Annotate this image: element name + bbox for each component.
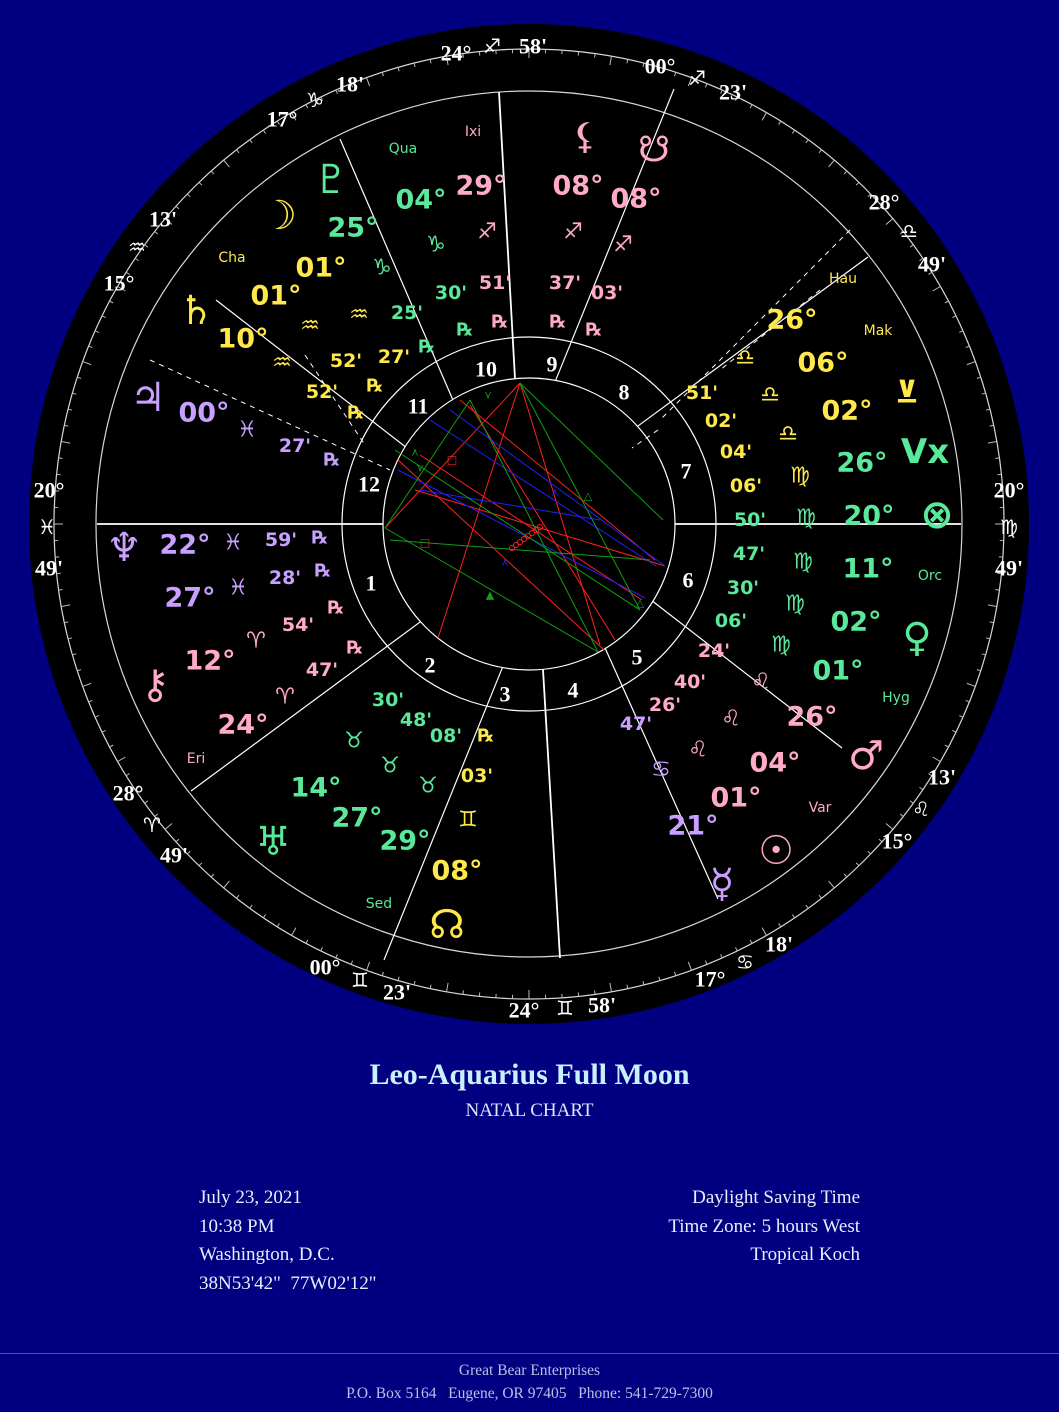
position-label: 51' (478, 272, 512, 294)
position-label: 02' (704, 410, 738, 432)
position-label: 12° (184, 645, 236, 677)
position-label: ♌ (688, 737, 708, 763)
position-label: 06' (714, 610, 748, 632)
house-number-5: 5 (631, 644, 643, 670)
asteroid-label: Orc (917, 568, 943, 584)
position-label: 40' (673, 671, 707, 693)
house-system: Tropical Koch (750, 1244, 860, 1265)
position-label: 26° (836, 447, 888, 479)
house-number-8: 8 (618, 379, 630, 405)
uranus-icon: ♅ (255, 819, 291, 865)
position-label: 27° (164, 582, 216, 614)
position-label: ♍ (796, 505, 816, 531)
pisces-icon: ♓ (38, 515, 56, 539)
cusp-minute: 49' (917, 251, 947, 277)
asteroid-label: Hyg (882, 690, 910, 706)
part-of-fortune-icon: ⊗ (920, 492, 954, 538)
position-label: 26° (786, 701, 838, 733)
asteroid-label: Qua (388, 141, 418, 157)
degree-tick (59, 458, 63, 459)
cusp-minute: 58' (587, 992, 617, 1018)
aries-icon: ♈ (143, 813, 161, 837)
position-label: ♍ (785, 591, 805, 617)
cusp-degree: 24° (440, 40, 472, 66)
position-label: ℞ (347, 402, 365, 424)
cusp-degree: 15° (103, 270, 135, 296)
aspect-marker: △ (635, 596, 645, 610)
position-label: ♓ (228, 575, 248, 601)
aspect-marker: ⋎ (483, 388, 493, 402)
position-label: ♑ (426, 232, 446, 258)
position-label: ♉ (380, 753, 400, 779)
position-label: 08° (431, 855, 483, 887)
cusp-minute: 13' (927, 764, 957, 790)
asteroid-label: Cha (218, 250, 246, 266)
chart-settings (668, 1184, 860, 1270)
position-label: 02° (830, 606, 882, 638)
degree-tick (463, 990, 464, 994)
aspect-marker: □ (446, 453, 458, 467)
aspect-marker: ⋏ (410, 445, 420, 459)
position-label: 01° (812, 655, 864, 687)
house-number-3: 3 (499, 681, 511, 707)
position-label: ♎ (735, 345, 755, 371)
position-label: ♐ (477, 219, 497, 245)
sun-icon: ☉ (758, 828, 794, 874)
degree-tick (59, 590, 63, 591)
cancer-icon: ♋ (736, 950, 754, 974)
asteroid-label: Ixi (464, 124, 482, 140)
mercury-icon: ☿ (709, 861, 735, 907)
position-label: 50' (733, 509, 767, 531)
position-label: ℞ (456, 319, 474, 341)
position-label: 22° (159, 529, 211, 561)
position-label: ℞ (327, 597, 345, 619)
house-number-4: 4 (567, 677, 579, 703)
cusp-degree: 17° (266, 106, 298, 132)
position-label: 30' (726, 577, 760, 599)
position-label: ℞ (366, 375, 384, 397)
position-label: 28' (268, 567, 302, 589)
aspect-marker: ⋏ (550, 485, 560, 499)
cusp-degree: 15° (881, 828, 913, 854)
position-label: ℞ (314, 560, 332, 582)
house-number-9: 9 (546, 351, 558, 377)
position-label: 27' (278, 435, 312, 457)
position-label: ♋ (651, 757, 671, 783)
position-label: 01° (250, 280, 302, 312)
house-number-10: 10 (475, 356, 497, 382)
position-label: ℞ (585, 319, 603, 341)
position-label: ♍ (793, 549, 813, 575)
position-label: ℞ (491, 311, 509, 333)
pluto-icon: ♇ (313, 157, 349, 203)
position-label: ℞ (418, 336, 436, 358)
position-label: ♐ (613, 232, 633, 258)
position-label: ♍ (790, 463, 810, 489)
cusp-minute: 49' (994, 555, 1024, 581)
position-label: ♉ (418, 773, 438, 799)
cusp-minute: 13' (148, 206, 178, 232)
position-label: 10° (217, 323, 269, 355)
position-label: 04° (395, 184, 447, 216)
aspect-marker: ▲ (485, 588, 495, 602)
birth-place: Washington, D.C. (199, 1244, 335, 1265)
position-label: ♓ (223, 530, 243, 556)
position-label: 00° (178, 397, 230, 429)
position-label: 04' (719, 441, 753, 463)
gemini-icon: ♊ (556, 996, 574, 1020)
position-label: 27' (377, 346, 411, 368)
position-label: 47' (619, 713, 653, 735)
position-label: ℞ (323, 449, 341, 471)
house-number-11: 11 (407, 393, 429, 419)
position-label: 25° (327, 212, 379, 244)
dst-setting: Daylight Saving Time (692, 1187, 860, 1208)
position-label: ♌ (721, 706, 741, 732)
moon-icon: ☽ (261, 193, 297, 239)
cusp-minute: 49' (159, 842, 189, 868)
position-label: ♒ (349, 302, 369, 328)
position-label: 06' (729, 475, 763, 497)
house-number-6: 6 (682, 567, 694, 593)
east-point-icon: ⊻ (894, 375, 920, 411)
position-label: ♊ (458, 807, 478, 833)
cusp-degree: 24° (508, 997, 540, 1023)
position-label: 24° (217, 709, 269, 741)
south-node-icon: ☋ (638, 129, 670, 171)
position-label: 37' (548, 272, 582, 294)
position-label: 29° (379, 825, 431, 857)
aspect-marker: ⋏ (500, 555, 510, 569)
position-label: 52' (305, 381, 339, 403)
position-label: ℞ (477, 725, 495, 747)
position-label: 01° (295, 252, 347, 284)
birth-info (199, 1184, 377, 1298)
chiron-icon: ⚷ (140, 662, 170, 708)
position-label: 08° (610, 183, 662, 215)
aspect-marker: △ (583, 489, 593, 503)
capricorn-icon: ♑ (306, 88, 324, 112)
degree-tick (995, 458, 999, 459)
position-label: 48' (399, 709, 433, 731)
position-label: 54' (281, 614, 315, 636)
gemini-icon: ♊ (351, 968, 369, 992)
position-label: 21° (667, 810, 719, 842)
chart-subtitle: NATAL CHART (465, 1100, 594, 1121)
position-label: 06° (797, 347, 849, 379)
position-label: 59' (264, 529, 298, 551)
north-node-icon: ☊ (429, 902, 465, 948)
sagittarius-icon: ♐ (688, 66, 706, 90)
position-label: ♓ (237, 417, 257, 443)
position-label: ♑ (372, 255, 392, 281)
position-label: 27° (331, 802, 383, 834)
aspect-marker: ⋎ (415, 461, 425, 475)
position-label: ♍ (771, 632, 791, 658)
house-number-12: 12 (358, 471, 380, 497)
birth-time: 10:38 PM (199, 1215, 275, 1237)
timezone-setting: Time Zone: 5 hours West (668, 1215, 860, 1237)
position-label: 26° (766, 304, 818, 336)
position-label: ♎ (760, 382, 780, 408)
position-label: ♈ (246, 628, 266, 654)
position-label: ℞ (549, 311, 567, 333)
cusp-minute: 18' (335, 71, 365, 97)
position-label: ♒ (300, 313, 320, 339)
birth-date: July 23, 2021 (199, 1187, 302, 1208)
sagittarius-icon: ♐ (483, 34, 501, 58)
position-label: 30' (434, 282, 468, 304)
cusp-minute: 18' (764, 931, 794, 957)
position-label: 26' (648, 694, 682, 716)
position-label: 20° (843, 500, 895, 532)
cusp-minute: 58' (518, 33, 548, 59)
position-label: 03' (460, 765, 494, 787)
position-label: ℞ (311, 527, 329, 549)
cusp-degree: 20° (33, 477, 65, 503)
libra-icon: ♎ (900, 219, 918, 243)
cusp-minute: 23' (718, 79, 748, 105)
asteroid-label: Eri (186, 751, 206, 767)
cusp-degree: 20° (993, 477, 1025, 503)
asteroid-label: Var (808, 800, 832, 816)
saturn-icon: ♄ (178, 288, 214, 334)
venus-icon: ♀ (902, 615, 932, 661)
company-address: P.O. Box 5164 Eugene, OR 97405 Phone: 541-729-7300 (346, 1385, 713, 1402)
asteroid-label: Hau (829, 271, 857, 287)
position-label: 30' (371, 689, 405, 711)
cusp-degree: 00° (309, 954, 341, 980)
birth-coordinates: 38N53'42" 77W02'12" (199, 1272, 377, 1294)
house-number-2: 2 (424, 652, 436, 678)
aspect-marker: □ (419, 536, 431, 550)
position-label: 24' (697, 640, 731, 662)
vertex-icon: Vx (900, 432, 950, 472)
cusp-degree: 28° (112, 780, 144, 806)
position-label: 47' (305, 659, 339, 681)
cusp-minute: 23' (382, 979, 412, 1005)
position-label: 04° (749, 747, 801, 779)
cusp-degree: 00° (644, 53, 676, 79)
position-label: 51' (685, 382, 719, 404)
position-label: 47' (732, 543, 766, 565)
cusp-degree: 28° (868, 189, 900, 215)
footer (0, 1359, 1059, 1405)
position-label: ♈ (275, 684, 295, 710)
house-number-1: 1 (365, 570, 377, 596)
neptune-icon: ♆ (106, 525, 142, 571)
virgo-icon: ♍ (1000, 515, 1018, 539)
position-label: ♒ (272, 350, 292, 376)
position-label: 08' (429, 725, 463, 747)
position-label: 29° (455, 170, 507, 202)
position-label: ♐ (563, 219, 583, 245)
jupiter-icon: ♃ (130, 375, 166, 421)
position-label: 14° (290, 772, 342, 804)
asteroid-label: Sed (365, 896, 393, 912)
position-label: 52' (329, 350, 363, 372)
aquarius-icon: ♒ (128, 235, 146, 259)
position-label: 11° (842, 553, 894, 585)
lilith-icon: ⚸ (571, 116, 599, 158)
position-label: ♎ (778, 421, 798, 447)
position-label: ♌ (751, 669, 771, 695)
position-label: ℞ (346, 637, 364, 659)
asteroid-label: Mak (863, 323, 893, 339)
mars-icon: ♂ (848, 733, 884, 779)
leo-icon: ♌ (912, 797, 930, 821)
position-label: ♉ (344, 728, 364, 754)
position-label: 03' (590, 282, 624, 304)
company-name: Great Bear Enterprises (458, 1362, 601, 1379)
degree-tick (595, 54, 596, 58)
footer-divider (0, 1353, 1059, 1354)
position-label: 02° (821, 395, 873, 427)
degree-tick (995, 590, 999, 591)
position-label: 01° (710, 782, 762, 814)
chart-title: Leo-Aquarius Full Moon (369, 1058, 690, 1091)
house-number-7: 7 (680, 458, 692, 484)
position-label: 08° (552, 170, 604, 202)
cusp-minute: 49' (34, 555, 64, 581)
cusp-degree: 17° (694, 966, 726, 992)
position-label: 25' (390, 302, 424, 324)
